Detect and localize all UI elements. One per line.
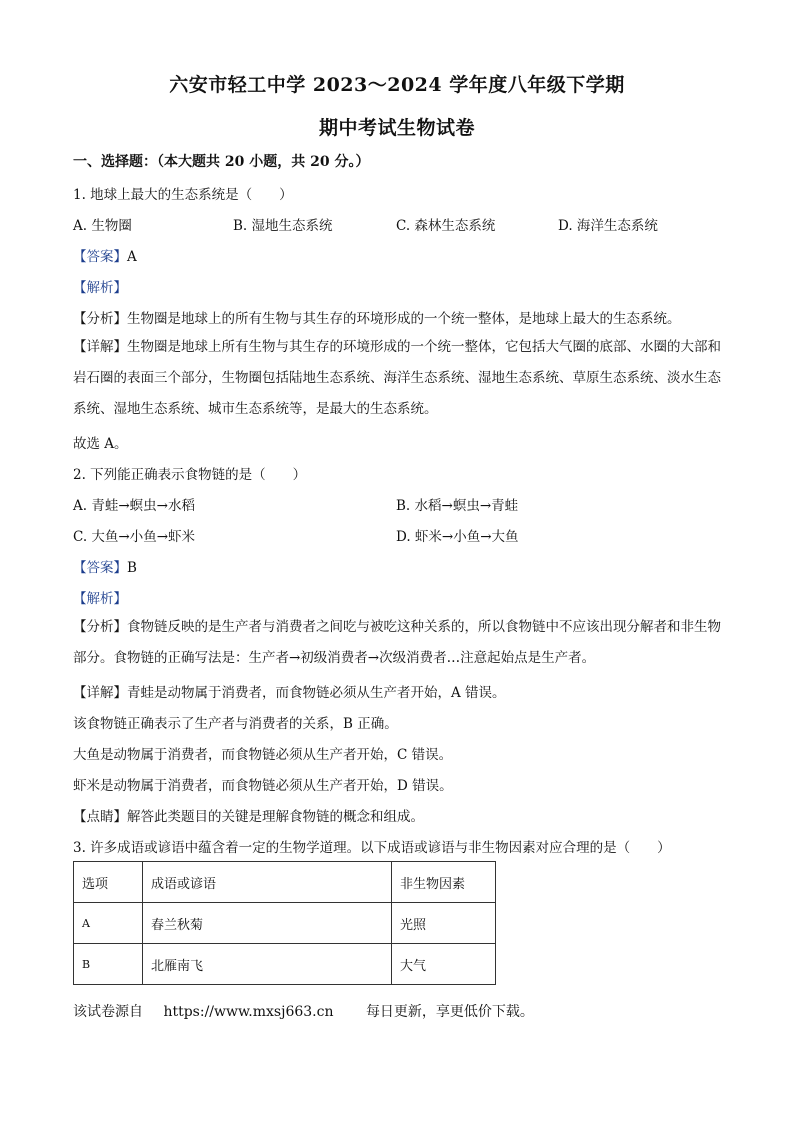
row-a-option: A	[74, 903, 143, 944]
q2-fenxi	[73, 612, 723, 674]
table-row	[74, 944, 496, 985]
answer-tag: 【答案】	[73, 249, 127, 265]
q2-answer-value: B	[127, 560, 137, 576]
q1-xiangjie-text: 生物圈是地球上所有生物与其生存的环境形成的一个统一整体，它包括大气圈的底部、水圈的大部和岩石圈的表面三个部分，生物圈包括陆地生态系统、海洋生态系统、湿地生态系统、草原生态系统、淡水生态系统、湿地生态系统、城市生态系统等，是最大的生态系统。	[73, 339, 721, 417]
row-b-idiom: 北雁南飞	[143, 944, 392, 985]
q1-option-b: B. 湿地生态系统	[233, 218, 333, 234]
dianjing-tag: 【点睛】	[73, 809, 127, 825]
section-heading: 一、选择题：（本大题共 20 小题，共 20 分。）	[73, 154, 370, 170]
q2-analysis-tag: 【解析】	[73, 591, 127, 607]
q2-option-d: D. 虾米→小鱼→大鱼	[396, 529, 519, 545]
q1-option-a: A. 生物圈	[73, 218, 132, 234]
q2-xiangjie	[73, 681, 506, 701]
exam-title-line1: 六安市轻工中学 2023～2024 学年度八年级下学期	[169, 74, 625, 96]
q1-analysis-tag: 【解析】	[73, 280, 127, 296]
q2-option-c: C. 大鱼→小鱼→虾米	[73, 529, 196, 545]
exam-title-line2: 期中考试生物试卷	[318, 117, 475, 139]
table-row	[74, 903, 496, 944]
q2-xiangjie-text: 青蛙是动物属于消费者，而食物链必须从生产者开始，A 错误。	[127, 685, 506, 701]
header-option: 选项	[74, 862, 143, 903]
xiangjie-tag: 【详解】	[73, 685, 127, 701]
q3-stem: 3. 许多成语或谚语中蕴含着一定的生物学道理。以下成语或谚语与非生物因素对应合理的是（ ）	[73, 840, 671, 856]
footer-prefix: 该试卷源自	[73, 1004, 143, 1020]
q2-option-a: A. 青蛙→螟虫→水稻	[73, 498, 195, 514]
q2-dianjing	[73, 805, 424, 825]
row-a-idiom: 春兰秋菊	[143, 903, 392, 944]
q2-answer	[73, 556, 137, 576]
q1-xiangjie	[73, 332, 723, 425]
row-b-factor: 大气	[392, 944, 496, 985]
answer-tag: 【答案】	[73, 560, 127, 576]
table-header-row	[74, 862, 496, 903]
q2-detail-c: 大鱼是动物属于消费者，而食物链必须从生产者开始，C 错误。	[73, 747, 453, 763]
fenxi-tag: 【分析】	[73, 311, 127, 327]
footer-url-link[interactable]: https://www.mxsj663.cn	[163, 1004, 334, 1020]
q2-detail-d: 虾米是动物属于消费者，而食物链必须从生产者开始，D 错误。	[73, 778, 453, 794]
q2-dianjing-text: 解答此类题目的关键是理解食物链的概念和组成。	[127, 809, 424, 825]
q3-table	[73, 861, 496, 985]
row-a-factor: 光照	[392, 903, 496, 944]
header-factor: 非生物因素	[392, 862, 496, 903]
q2-option-b: B. 水稻→螟虫→青蛙	[396, 498, 519, 514]
q1-answer-value: A	[127, 249, 137, 265]
q1-option-d: D. 海洋生态系统	[558, 218, 658, 234]
source-footer	[73, 1001, 534, 1021]
q2-detail-b: 该食物链正确表示了生产者与消费者的关系，B 正确。	[73, 716, 398, 732]
q1-answer	[73, 245, 137, 265]
q2-fenxi-text: 食物链反映的是生产者与消费者之间吃与被吃这种关系的，所以食物链中不应该出现分解者和非生物部分。食物链的正确写法是：生产者→初级消费者→次级消费者…注意起始点是生产者。	[73, 619, 721, 666]
header-idiom: 成语或谚语	[143, 862, 392, 903]
q1-fenxi	[73, 307, 681, 327]
q1-fenxi-text: 生物圈是地球上的所有生物与其生存的环境形成的一个统一整体，是地球上最大的生态系统。	[127, 311, 681, 327]
footer-suffix: 每日更新，享更低价下载。	[365, 1004, 534, 1020]
row-b-option: B	[74, 944, 143, 985]
q1-stem: 1. 地球上最大的生态系统是（ ）	[73, 187, 293, 203]
q1-conclusion: 故选 A。	[73, 436, 128, 452]
fenxi-tag: 【分析】	[73, 619, 127, 635]
xiangjie-tag: 【详解】	[73, 339, 127, 355]
q1-option-c: C. 森林生态系统	[396, 218, 496, 234]
q2-stem: 2. 下列能正确表示食物链的是（ ）	[73, 467, 307, 483]
